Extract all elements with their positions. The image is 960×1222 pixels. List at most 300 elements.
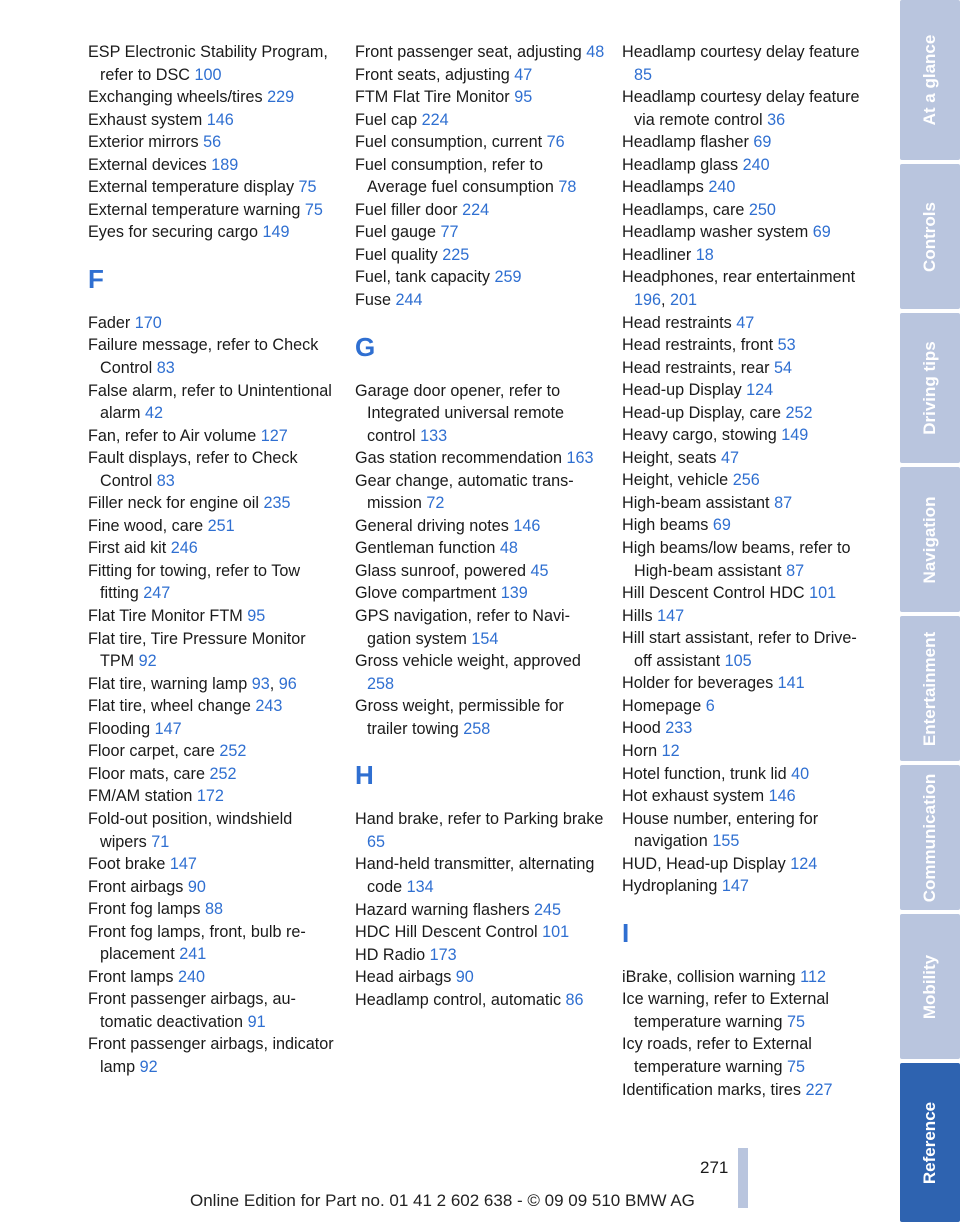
page-reference-link[interactable]: 78 [558,178,577,197]
index-entry [355,380,605,448]
page-reference-link[interactable]: 88 [204,900,223,919]
page-reference-link[interactable]: 163 [566,449,594,468]
index-entry [622,402,872,425]
index-entry [622,605,872,628]
page-reference-link[interactable]: 83 [156,471,175,490]
page-reference-link[interactable]: 233 [665,719,693,738]
section-letter-heading: F [88,263,104,294]
index-entry-text: FM/AM station [88,787,197,806]
index-entry [622,334,872,357]
index-entry-text: Front fog lamps [88,900,205,919]
index-entry-text: Fader [88,313,135,332]
index-entry-text: Identification marks, tires [622,1080,806,1099]
index-entry-text: Fitting for towing, refer to Tow fitting [88,561,301,603]
index-entry [355,86,605,109]
index-entry [88,334,338,379]
index-entry [355,131,605,154]
section-letter-heading: I [622,917,630,948]
page-reference-link[interactable]: 251 [207,516,235,535]
page-reference-link[interactable]: 96 [278,674,297,693]
index-entry [355,808,605,853]
index-entry-text: Flat tire, Tire Pressure Monitor TPM [88,629,306,671]
reference-separator: , [661,291,671,310]
page-reference-link[interactable]: 133 [420,426,448,445]
index-entry-text: Flat tire, warning lamp [88,674,252,693]
index-entry-text: Gear change, automatic transmission [355,471,574,513]
index-entry [88,988,338,1033]
index-column-2 [355,41,605,1011]
index-entry-text: High beams [622,516,713,535]
index-entry-text: Flat Tire Monitor FTM [88,607,248,626]
index-entry [622,988,872,1033]
index-entry-text: Homepage [622,696,706,715]
page-reference-link[interactable]: 224 [421,110,449,129]
index-entry-text: Gentleman function [355,539,500,558]
page-reference-link[interactable]: 154 [471,629,499,648]
index-entry-text: Head restraints, rear [622,358,775,377]
index-entry-text: Ice warning, refer to External temperature warning [622,990,829,1031]
page-reference-link[interactable]: 42 [144,404,163,423]
index-entry [622,266,872,311]
index-entry [88,425,338,448]
page-reference-link[interactable]: 69 [712,516,731,535]
index-entry [355,899,605,922]
index-entry [355,199,605,222]
tab-label: Driving tips [920,341,939,435]
page-reference-link[interactable]: 112 [800,967,826,986]
tab-driving-tips[interactable] [900,313,960,463]
index-entry [88,41,338,86]
index-entry [88,221,338,244]
page-reference-link[interactable]: 245 [534,900,562,919]
page-reference-link[interactable]: 224 [462,200,490,219]
tab-mobility[interactable] [900,914,960,1059]
page-reference-link[interactable]: 56 [203,133,222,152]
index-entry [622,785,872,808]
index-entry-text: Fuel consumption, current [355,133,547,152]
index-entry-text: High beams/low beams, refer to High-beam assistant [622,539,851,580]
index-entry-text: Hand brake, refer to Parking brake [355,810,604,829]
index-entry-text: Gross vehicle weight, approved [355,652,581,671]
index-entry-text: Headlamp flasher [622,133,754,152]
page-reference-link[interactable]: 244 [395,291,423,310]
index-entry [355,470,605,515]
page-reference-link[interactable]: 40 [791,764,810,783]
index-entry-text: Front passenger seat, adjusting [355,43,587,61]
index-entry [88,876,338,899]
index-entry [622,41,872,86]
index-entry-text: Exterior mirrors [88,133,204,152]
page-reference-link[interactable]: 95 [247,607,266,626]
index-entry [88,312,338,335]
index-entry-text: Height, vehicle [622,471,733,490]
tab-label: Entertainment [920,631,939,746]
page-reference-link[interactable]: 47 [736,313,755,332]
page-reference-link[interactable]: 95 [514,88,533,107]
index-entry-text: Headlamp glass [622,155,743,174]
index-column-1 [88,41,338,1079]
page-reference-link[interactable]: 75 [786,1012,805,1031]
page-reference-link[interactable]: 101 [809,584,837,603]
index-entry-text: Exchanging wheels/tires [88,88,268,107]
tab-label: Mobility [920,954,939,1019]
index-entry-text: Head-up Display [622,381,747,400]
chapter-sidebar [900,0,960,1222]
index-entry [622,853,872,876]
index-entry-text: Flooding [88,719,155,738]
index-entry [622,740,872,763]
page-reference-link[interactable]: 69 [812,223,831,242]
page-reference-link[interactable]: 53 [777,336,796,355]
index-entry-text: Hill Descent Control HDC [622,584,810,603]
index-entry-text: Front lamps [88,967,178,986]
index-entry [88,86,338,109]
page-reference-link[interactable]: 256 [732,471,760,490]
index-entry-text: ESP Electronic Stability Program, refer to DSC [88,43,328,84]
page-reference-link[interactable]: 201 [670,291,698,310]
index-entry-text: Height, seats [622,448,721,467]
page-reference-link[interactable]: 243 [255,697,283,716]
index-entry [88,154,338,177]
index-entry-text: Failure message, refer to Check Control [88,336,319,378]
index-entry [622,808,872,853]
page-reference-link[interactable]: 69 [753,133,772,152]
page-reference-link[interactable]: 6 [705,696,715,715]
index-entry [622,717,872,740]
index-entry [622,221,872,244]
index-entry-text: Floor carpet, care [88,742,220,761]
page-reference-link[interactable]: 47 [720,448,739,467]
section-letter-heading: G [355,331,376,362]
index-entry [622,966,872,989]
index-entry [355,289,605,312]
page-reference-link[interactable]: 252 [209,764,237,783]
page-reference-link[interactable]: 72 [426,494,445,513]
page-reference-link[interactable]: 241 [179,945,207,964]
index-entry [88,560,338,605]
index-entry-text: Eyes for securing cargo [88,223,263,242]
index-entry [88,199,338,222]
index-entry-text: Fuel quality [355,245,443,264]
index-entry-text: First aid kit [88,539,171,558]
page-reference-link[interactable]: 146 [206,110,234,129]
index-entry-text: Headlamp courtesy delay feature [622,43,860,61]
index-entry [622,537,872,582]
index-entry-text: Fuel gauge [355,223,441,242]
index-entry-text: Head restraints [622,313,737,332]
page-reference-link[interactable]: 92 [139,1057,158,1076]
index-entry [622,672,872,695]
index-entry-text: False alarm, refer to Unintentional alarm [88,381,332,423]
index-entry-text: Headphones, rear entertainment [622,268,856,287]
index-entry-text: HUD, Head-up Display [622,854,791,873]
page-reference-link[interactable]: 240 [708,178,736,197]
index-entry-text: Hot exhaust system [622,787,769,806]
index-entry-text: Head restraints, front [622,336,778,355]
index-entry-text: Headlamp washer system [622,223,813,242]
index-entry [355,966,605,989]
index-entry-text: Hand-held transmitter, alternating code [355,855,595,896]
page-reference-link[interactable]: 45 [530,561,549,580]
page-reference-link[interactable]: 75 [786,1057,805,1076]
page-reference-link[interactable]: 252 [785,403,813,422]
page-reference-link[interactable]: 139 [500,584,528,603]
index-entry-text: Head airbags [355,968,456,987]
index-entry [622,312,872,335]
page-reference-link[interactable]: 141 [777,674,805,693]
index-entry-text: Front passenger airbags, automatic deactivation [88,990,296,1031]
index-entry-text: Hill start assistant, refer to Drive-off assistant [622,629,857,670]
page-reference-link[interactable]: 147 [721,877,749,896]
index-entry-text: Hydroplaning [622,877,722,896]
index-entry [88,537,338,560]
index-entry-text: Fault displays, refer to Check Control [88,449,298,490]
index-entry-text: Fuel consumption, refer to Average fuel consumption [355,155,559,197]
page-reference-link[interactable]: 48 [499,539,518,558]
page-reference-link[interactable]: 85 [634,65,653,84]
page-reference-link[interactable]: 147 [169,855,197,874]
index-entry-text: Headlamp courtesy delay feature via remote control [622,88,860,129]
index-entry-text: Hotel function, trunk lid [622,764,792,783]
index-entry-text: GPS navigation, refer to Navigation system [355,607,571,648]
index-entry [622,357,872,380]
page-reference-link[interactable]: 71 [151,832,170,851]
index-entry [88,921,338,966]
index-entry [622,1033,872,1078]
index-entry [622,176,872,199]
index-entry-text: Fuse [355,291,396,310]
page-reference-link[interactable]: 124 [790,854,818,873]
tab-navigation[interactable] [900,467,960,612]
index-entry [622,763,872,786]
page-reference-link[interactable]: 48 [586,43,605,61]
page-reference-link[interactable]: 146 [513,516,541,535]
index-entry-text: Headlamp control, automatic [355,990,566,1009]
index-entry [355,244,605,267]
tab-at-a-glance[interactable] [900,0,960,160]
index-entry [88,380,338,425]
tab-entertainment[interactable] [900,616,960,761]
page-reference-link[interactable]: 12 [661,741,680,760]
index-entry-text: Garage door opener, refer to Integrated universal remote control [355,381,565,445]
index-entry [88,695,338,718]
tab-controls[interactable] [900,164,960,309]
page-reference-link[interactable]: 77 [440,223,459,242]
page-reference-link[interactable]: 93 [251,674,270,693]
index-entry-text: External temperature display [88,178,299,197]
index-entry-text: Heavy cargo, stowing [622,426,782,445]
index-entry-text: HD Radio [355,945,430,964]
page-reference-link[interactable]: 86 [565,990,584,1009]
page-reference-link[interactable]: 75 [298,178,317,197]
index-entry [355,221,605,244]
index-entry-text: Front passenger airbags, indicator lamp [88,1035,334,1076]
reference-separator: , [269,674,279,693]
index-entry [355,650,605,695]
page-reference-link[interactable]: 229 [267,88,295,107]
index-entry [355,515,605,538]
index-entry [622,492,872,515]
page-reference-link[interactable]: 146 [768,787,796,806]
tab-label: Communication [920,773,939,902]
index-entry-text: Fuel filler door [355,200,463,219]
page-reference-link[interactable]: 252 [219,742,247,761]
page-reference-link[interactable]: 76 [546,133,565,152]
page-reference-link[interactable]: 227 [805,1080,833,1099]
tab-communication[interactable] [900,765,960,910]
index-entry-text: External devices [88,155,212,174]
index-entry [88,853,338,876]
index-entry [88,447,338,492]
page-reference-link[interactable]: 173 [429,945,457,964]
index-entry [622,1079,872,1102]
index-entry-text: FTM Flat Tire Monitor [355,88,515,107]
index-entry [355,154,605,199]
page-reference-link[interactable]: 240 [177,967,205,986]
page-reference-link[interactable]: 124 [746,381,774,400]
index-entry-text: Fuel, tank capacity [355,268,495,287]
index-entry [622,424,872,447]
page-reference-link[interactable]: 246 [170,539,198,558]
index-entry-text: Glove compartment [355,584,501,603]
index-entry-text: Exhaust system [88,110,207,129]
page-reference-link[interactable]: 75 [304,200,323,219]
page-reference-link[interactable]: 54 [774,358,793,377]
index-entry [88,131,338,154]
page-reference-link[interactable]: 259 [494,268,522,287]
page-reference-link[interactable]: 155 [712,832,740,851]
index-entry-text: Icy roads, refer to External temperature warning [622,1035,812,1076]
index-entry-text: Head-up Display, care [622,403,786,422]
index-entry-text: Hood [622,719,666,738]
index-entry [88,740,338,763]
index-entry [88,109,338,132]
page-reference-link[interactable]: 18 [695,245,714,264]
page-reference-link[interactable]: 240 [742,155,770,174]
page-reference-link[interactable]: 105 [724,651,752,670]
index-entry [355,64,605,87]
index-entry-text: Hills [622,606,658,625]
page-reference-link[interactable]: 149 [781,426,809,445]
index-entry [355,944,605,967]
index-entry-text: Gross weight, permissible for trailer towing [355,697,564,738]
index-entry-text: Fan, refer to Air volume [88,426,261,445]
page-reference-link[interactable]: 147 [154,719,182,738]
page-reference-link[interactable]: 149 [262,223,290,242]
index-entry [355,109,605,132]
page-reference-link[interactable]: 36 [767,110,786,129]
index-entry [88,515,338,538]
index-entry-text: Headlamps [622,178,709,197]
index-entry [355,266,605,289]
tab-label: Controls [920,201,939,272]
index-entry-text: External temperature warning [88,200,305,219]
page-reference-link[interactable]: 87 [786,561,805,580]
index-entry [355,921,605,944]
page-reference-link[interactable]: 247 [143,584,171,603]
index-entry [622,582,872,605]
index-entry-text: Flat tire, wheel change [88,697,256,716]
index-entry [355,582,605,605]
index-entry-text: Glass sunroof, powered [355,561,531,580]
index-entry-text: Filler neck for engine oil [88,494,264,513]
index-entry [88,763,338,786]
index-entry [622,199,872,222]
index-entry [88,966,338,989]
index-entry-text: Front seats, adjusting [355,65,515,84]
index-entry-text: Foot brake [88,855,170,874]
index-entry [622,695,872,718]
page-reference-link[interactable]: 101 [542,923,570,942]
tab-label: Navigation [920,496,939,583]
index-entry [622,379,872,402]
index-entry-text: Fold-out position, windshield wipers [88,809,293,851]
index-entry-text: Floor mats, care [88,764,210,783]
page-reference-link[interactable]: 147 [657,606,685,625]
page-reference-link[interactable]: 170 [134,313,162,332]
page-reference-link[interactable]: 172 [196,787,224,806]
index-entry [88,176,338,199]
index-entry-text: Horn [622,741,662,760]
index-entry [88,898,338,921]
index-entry [622,244,872,267]
index-entry [88,718,338,741]
index-entry-text: Headliner [622,245,696,264]
index-entry [622,514,872,537]
page-reference-link[interactable]: 225 [442,245,470,264]
page-reference-link[interactable]: 127 [260,426,288,445]
index-entry-text: Fuel cap [355,110,422,129]
page-reference-link[interactable]: 91 [247,1012,266,1031]
page-reference-link[interactable]: 90 [455,968,474,987]
index-entry-text: High-beam assistant [622,493,775,512]
index-entry [622,875,872,898]
tab-label: Reference [920,1101,939,1184]
index-entry-text: iBrake, collision warning [622,967,801,986]
page-reference-link[interactable]: 258 [463,719,491,738]
index-column-3 [622,41,872,1101]
index-entry [622,627,872,672]
page-reference-link[interactable]: 250 [748,200,776,219]
page-reference-link[interactable]: 65 [367,832,386,851]
page-reference-link[interactable]: 90 [187,877,206,896]
page-reference-link[interactable]: 189 [211,155,239,174]
index-entry [622,469,872,492]
index-entry-text: Hazard warning flashers [355,900,535,919]
index-entry [88,673,338,696]
page-reference-link[interactable]: 87 [774,493,793,512]
index-entry [355,41,605,64]
index-entry-text: Fine wood, care [88,516,208,535]
index-entry [622,154,872,177]
section-letter-heading: H [355,760,374,791]
index-entry-text: Headlamps, care [622,200,749,219]
index-entry [88,628,338,673]
page-reference-link[interactable]: 235 [263,494,291,513]
page-reference-link[interactable]: 196 [634,291,662,310]
index-entry [355,537,605,560]
index-entry-text: General driving notes [355,516,514,535]
index-entry [355,989,605,1012]
page-reference-link[interactable]: 92 [138,652,157,671]
index-entry [88,808,338,853]
page-reference-link[interactable]: 100 [194,65,222,84]
index-entry [622,447,872,470]
page-reference-link[interactable]: 47 [514,65,533,84]
page-reference-link[interactable]: 83 [156,359,175,378]
page-reference-link[interactable]: 134 [406,877,434,896]
page-reference-link[interactable]: 258 [367,674,395,693]
